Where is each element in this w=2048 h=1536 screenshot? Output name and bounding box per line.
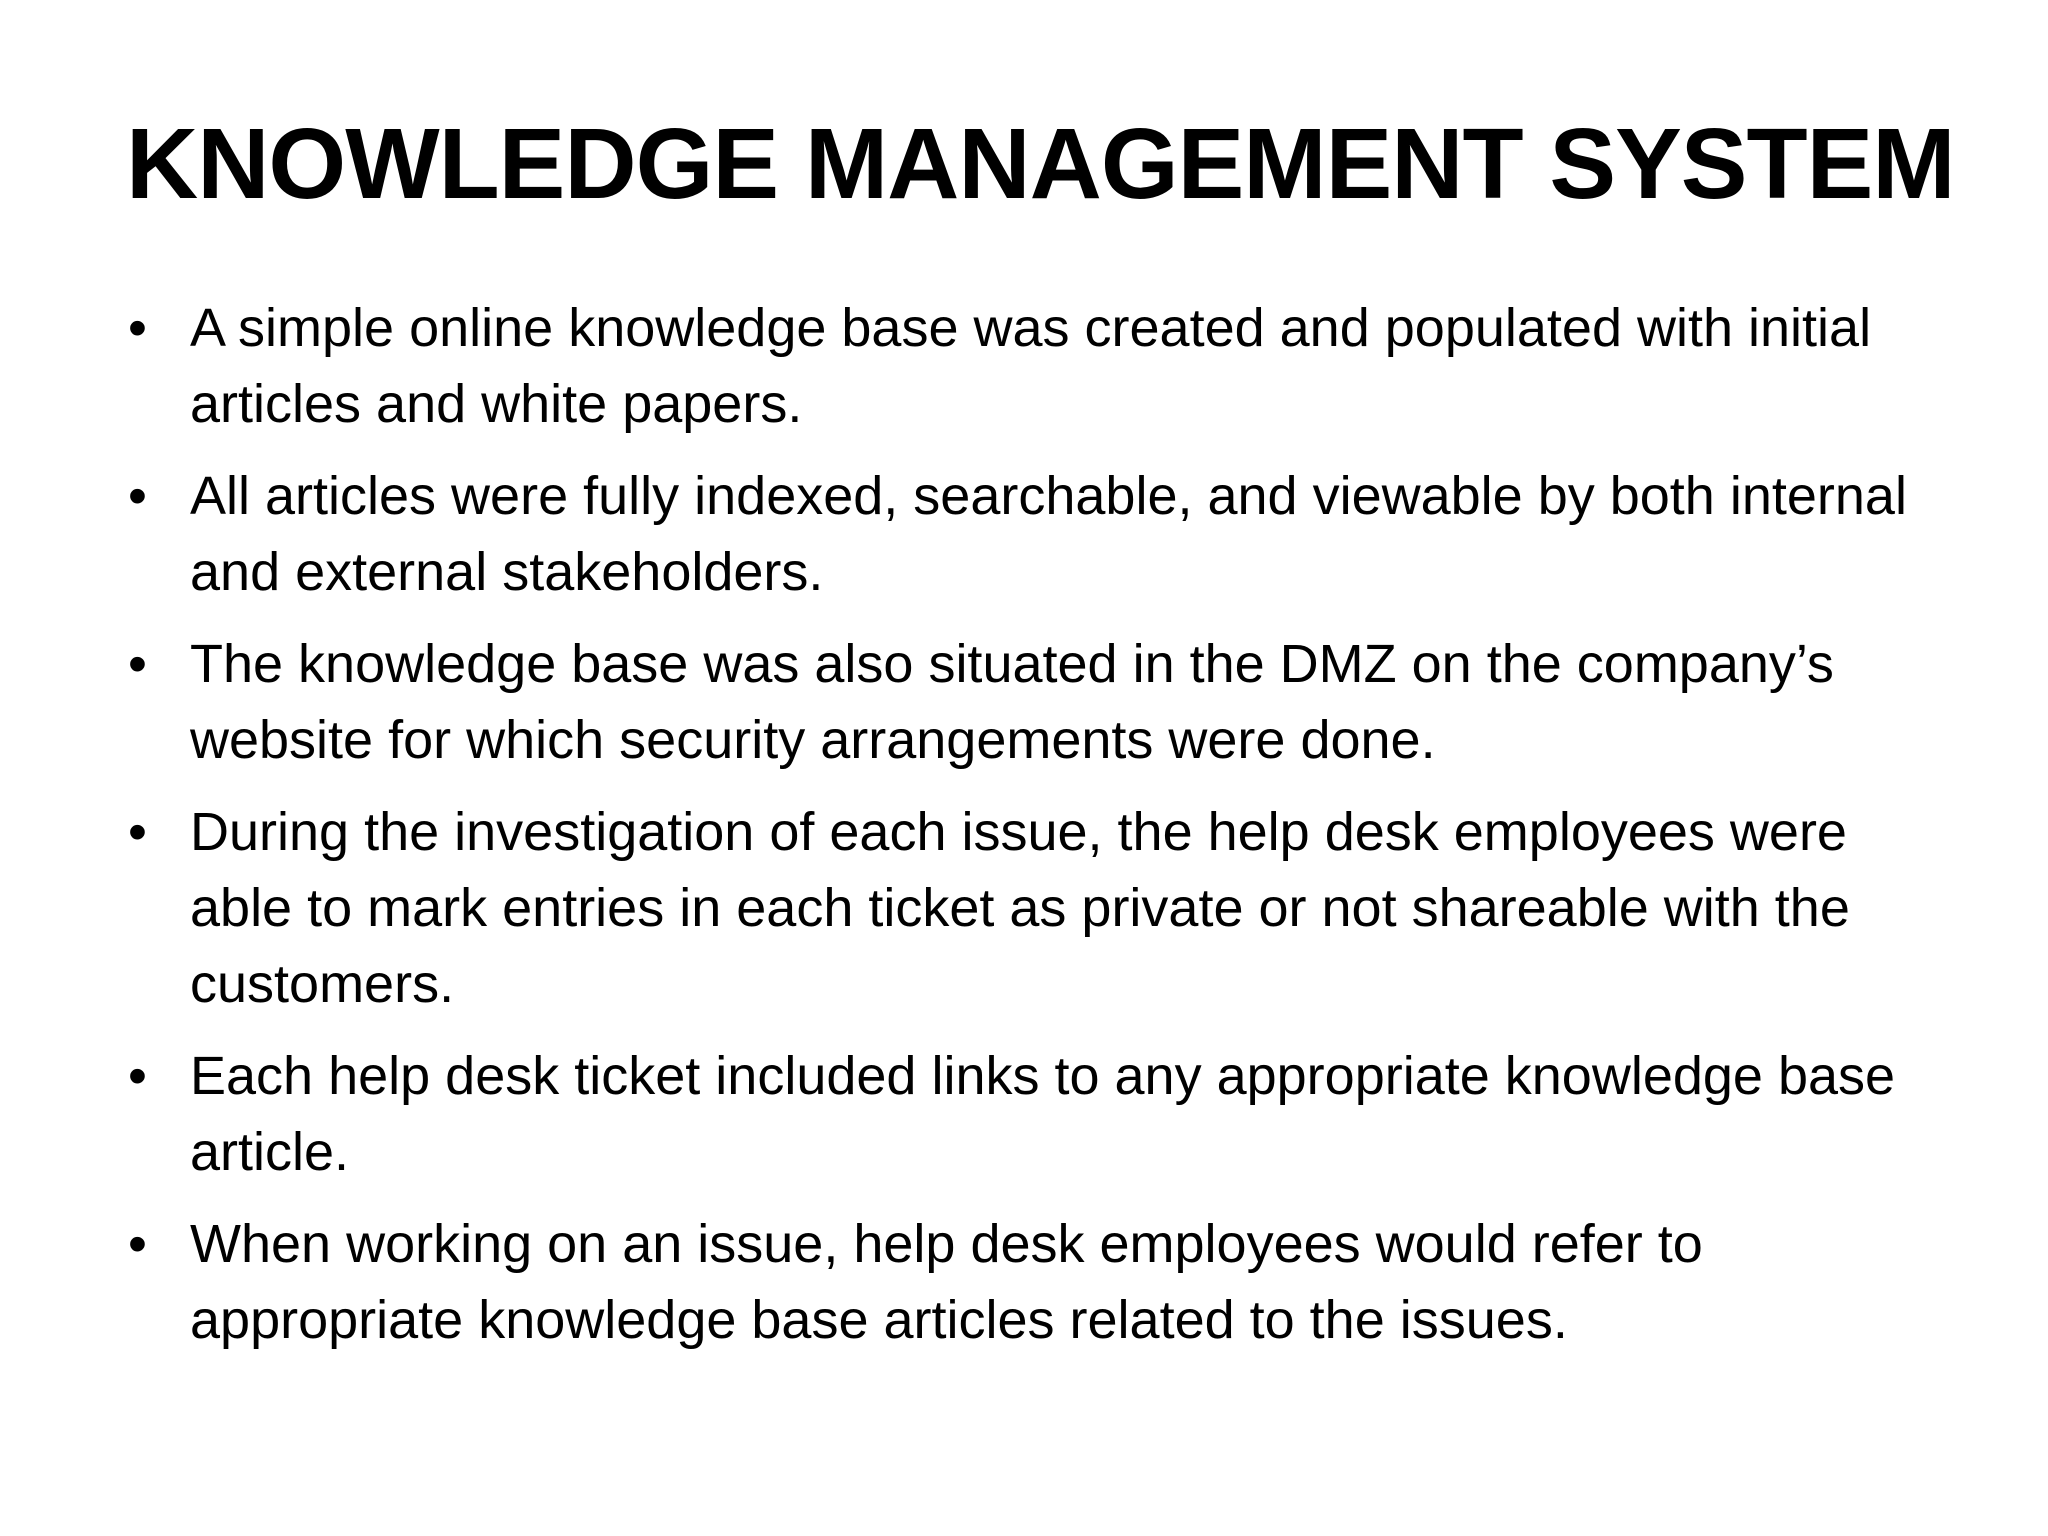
bullet-item: [124, 794, 1954, 1022]
bullet-text: All articles were fully indexed, searchable, and viewable by both internal and external stakeholders.: [190, 466, 1907, 602]
bullet-text: When working on an issue, help desk employees would refer to appropriate knowledge base articles related to the issues.: [190, 1214, 1703, 1350]
bullet-text: Each help desk ticket included links to any appropriate knowledge base article.: [190, 1046, 1896, 1182]
bullet-item: [124, 1038, 1954, 1190]
bullet-item: [124, 290, 1954, 442]
bullet-icon: •: [128, 1046, 147, 1106]
bullet-item: [124, 458, 1954, 610]
bullet-text: During the investigation of each issue, the help desk employees were able to mark entries in each ticket as private or not shareable with the customers.: [190, 802, 1850, 1014]
bullet-icon: •: [128, 298, 147, 358]
bullet-item: [124, 626, 1954, 778]
bullet-icon: •: [128, 634, 147, 694]
bullet-list: [124, 290, 1954, 1374]
bullet-icon: •: [128, 466, 147, 526]
bullet-icon: •: [128, 802, 147, 862]
slide-title: KNOWLEDGE MANAGEMENT SYSTEM: [126, 108, 1955, 220]
bullet-text: The knowledge base was also situated in the DMZ on the company’s website for which security arrangements were done.: [190, 634, 1834, 770]
bullet-icon: •: [128, 1214, 147, 1274]
bullet-text: A simple online knowledge base was created and populated with initial articles and white papers.: [190, 298, 1872, 434]
bullet-item: [124, 1206, 1954, 1358]
